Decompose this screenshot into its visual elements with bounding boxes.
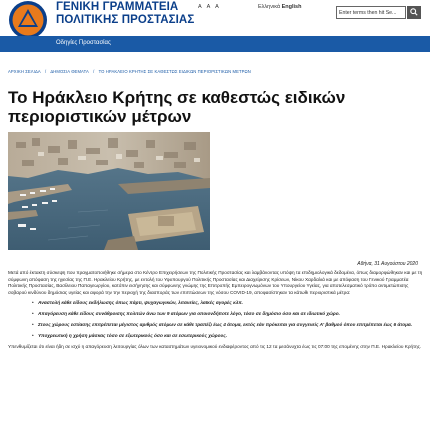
article-intro: Μετά από έκτακτη σύσκεψη που πραγματοποιήθηκε σήμερα στο Κέντρο Επιχειρήσεων της Πολιτικής Προστασίας και λαμβάνοντας υπόψη τα επιδημιολογικά δεδομένα, όπως διαμορφώθηκαν και με τη σύμφωνη απόφαση της ηγεσίας της Π.Ε. Ηρακλείου Κρήτης, με εντολή του Υφυπουργού Πολιτικής Προστασίας και Διαχείρισης Κρίσεων, Νίκου Χαρδαλιά και με απόφαση του Γενικού Γραμματέα Πολιτικής Προστασίας, Βασίλειου Παπαγεωργίου, κατόπιν εισήγησης και σύμφωνης γνώμης της Επιτροπής Εμπειρογνωμόνων του Υπουργείου Υγείας, για αποτελεσματικό τρόπο αντιμετώπισης σοβαρού κινδύνου δημόσιας υγείας και αφορά την την περιοχή της διασποράς των επιπτώσεων της νόσου COVID-19, αποφασίστηκαν τα κάτωθι περιοριστικά μέτρα: <box>8 270 423 295</box>
breadcrumb-separator: / <box>45 69 47 74</box>
list-item: • Απαγόρευση κάθε είδους συνάθροισης πολιτών άνω των 9 ατόμων για οποιονδήποτε λόγο, τόσο σε δημόσιο όσο και σε ιδιωτικό χώρο. <box>38 311 423 318</box>
breadcrumb-current: ΤΟ ΗΡΑΚΛΕΙΟ ΚΡΗΤΗΣ ΣΕ ΚΑΘΕΣΤΩΣ ΕΙΔΙΚΩΝ ΠΕΡΙΟΡΙΣΤΙΚΩΝ ΜΕΤΡΩΝ <box>98 69 251 74</box>
org-title-line1: ΓΕΝΙΚΗ ΓΡΑΜΜΑΤΕΙΑ <box>56 1 179 13</box>
measures-list <box>8 300 423 340</box>
main-nav <box>0 36 430 52</box>
article-date: Αθήνα, 31 Αυγούστου 2020 <box>357 261 418 267</box>
article-closing: Υπενθυμίζεται ότι είναι ήδη σε ισχύ η απαγόρευση λειτουργίας όλων των καταστημάτων υγειονομικού ενδιαφέροντος από τις 12 τα μεσάνυχτα έως τις 07:00 της επομένης στην Π.Ε. Ηρακλείου Κρήτης. <box>8 344 422 350</box>
list-item: • Υποχρεωτική η χρήση μάσκας τόσο σε εξωτερικούς όσο και σε εσωτερικούς χώρους. <box>38 333 423 340</box>
site-header <box>0 0 430 36</box>
language-switcher <box>258 4 301 10</box>
org-title[interactable] <box>56 1 194 26</box>
article-body <box>8 270 423 354</box>
lang-english-link[interactable]: English <box>281 4 302 10</box>
font-size-controls[interactable]: A A A <box>198 4 221 10</box>
nav-item-protection-guidelines[interactable]: Οδηγίες Προστασίας <box>56 40 111 46</box>
search-icon <box>410 8 418 16</box>
org-title-line2: ΠΟΛΙΤΙΚΗΣ ΠΡΟΣΤΑΣΙΑΣ <box>56 13 195 26</box>
breadcrumb <box>8 69 254 74</box>
lang-greek-link[interactable]: Ελληνικά <box>258 4 281 10</box>
breadcrumb-home[interactable]: ΑΡΧΙΚΗ ΣΕΛΙΔΑ <box>8 69 41 74</box>
list-item: • Αναστολή κάθε είδους εκδήλωσης όπως πάρτι, ψυχαγωγικών, λιτανείες, λαϊκές αγορές κλπ. <box>38 300 423 307</box>
search-input[interactable]: Enter terms then hit Se... <box>336 6 406 19</box>
search-button[interactable] <box>407 6 421 19</box>
heraklion-harbour-photo <box>8 132 210 250</box>
breadcrumb-separator: / <box>93 69 95 74</box>
page-title: Το Ηράκλειο Κρήτης σε καθεστώς ειδικών περιοριστικών μέτρων <box>8 88 346 126</box>
list-item: • Στους χώρους εστίασης επιτρέπεται μέγιστος αριθμός ατόμων σε κάθε τραπέζι έως 4 άτομα, εκτός εάν πρόκειται για συγγενείς Α' βαθμού όπου επιτρέπεται έως 6 άτομα. <box>38 322 423 329</box>
breadcrumb-public-topics[interactable]: ΔΗΜΟΣΙΑ ΘΕΜΑΤΑ <box>50 69 89 74</box>
